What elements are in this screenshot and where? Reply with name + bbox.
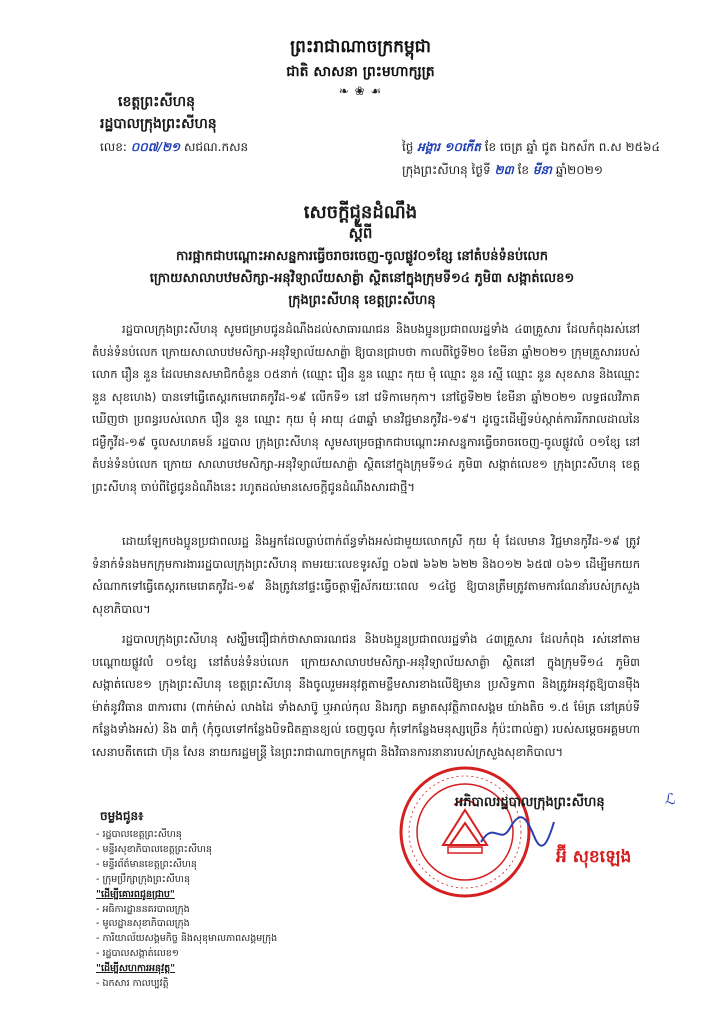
signatory-title: អភិបាលរដ្ឋបាលក្រុងព្រះសីហនុ <box>455 795 605 810</box>
issuer-province: ខេត្តព្រះសីហនុ <box>118 94 195 110</box>
subject-line: ក្រុងព្រះសីហនុ ខេត្តព្រះសីហនុ <box>288 293 436 308</box>
ref-suffix: សជណ.កសន <box>183 140 249 154</box>
body-paragraph-3: រដ្ឋបាលក្រុងព្រះសីហនុ សង្ឃឹមជឿជាក់ថាសាធារណជន និងបងប្អូនប្រជាពលរដ្ឋទាំង ៤៣គ្រួសារ ដែលកំពុង រស់នៅតាមបណ្តោយផ្លូវលំ ០១ខ្សែ នៅតំបន់ទំនប់លេក ក្រោយសាលាបឋមសិក្សា-អនុវិទ្យាល័យសាគ្ង៉ា ស្ថិតនៅ ក្នុងក្រុមទី១៤ ភូមិ៣ សង្កាត់លេខ១ ក្រុងព្រះសីហនុ ខេត្តព្រះសីហនុ នឹងចូលរួមអនុវត្តតាមខ្លឹមសារខាងលើឱ្យមាន ប្រសិទ្ធភាព និងត្រូវអនុវត្តឱ្យបានម៉ឺងម៉ាត់នូវវិធាន ៣ការពារ (ពាក់ម៉ាស់ លាងដៃ ទាំងសាប៊ូ ឬអាល់កុល និងរក្សា គម្លាតសុវត្ថិភាពសង្គម យ៉ាងតិច ១.៥ ម៉ែត្រ នៅគ្រប់ទីកន្លែងទាំងអស់) និង ៣កុំ (កុំចូលទៅកន្លែងបិទជិតគ្មានខ្យល់ ចេញចូល កុំទៅកន្លែងមនុស្សច្រើន កុំប៉ះពាល់គ្នា) របស់សម្តេចអគ្គមហាសេនាបតីតេជោ ហ៊ុន សែន នាយករដ្ឋមន្ត្រី នៃព្រះរាជាណាចក្រកម្ពុជា និងវិធានការនានារបស់ក្រសួងសុខាភិបាល។ <box>92 632 640 759</box>
document-title: សេចក្តីជូនដំណឹង <box>303 202 418 223</box>
issuer-administration: រដ្ឋបាលក្រុងព្រះសីហនុ <box>100 116 217 132</box>
cc-item: - ក្រុមប្រឹក្សាក្រុងព្រះសីហនុ <box>96 873 190 885</box>
solar-date <box>402 162 603 180</box>
kingdom-heading: ព្រះរាជាណាចក្រកម្ពុជា <box>290 37 431 57</box>
cc-item: - មូលដ្ឋានសុខាភិបាលក្រុង <box>96 918 190 930</box>
subject-line: ការផ្អាកជាបណ្តោះអាសន្នការធ្វើចរាចរចេញ-ចូលផ្លូវ០១ខ្សែ នៅតំបន់ទំនប់លេក <box>175 249 549 264</box>
ornament-divider: ❧ ❀ ☙ <box>338 84 383 98</box>
body-paragraph-2: ដោយឡែកបងប្អូនប្រជាពលរដ្ឋ និងអ្នកដែលធ្លាប់ពាក់ព័ន្ធទាំងអស់ជាមួយលោកស្រី កុយ មុំ ដែលមាន វិជ្ជមានកូវីដ-១៩ ត្រូវទំនាក់ទំនងមកក្រុមការងាររដ្ឋបាលក្រុងព្រះសីហនុ តាមរយៈលេខទូរស័ព្ទ ០៦៧ ៦៦២ ៦២២ និង០១២ ៦៥៧ ០៦១ ដើម្បីមកយកសំណាកទៅធ្វើតេស្តរកមេរោគកូវីដ-១៩ និងត្រូវនៅផ្ទះធ្វើចត្តាឡីស័ករយៈពេល ១៤ថ្ងៃ ឱ្យបានត្រឹមត្រូវតាមការណែនាំរបស់ក្រសួងសុខាភិបាល។ <box>92 534 640 616</box>
cc-heading: ចម្លងជូន៖ <box>100 809 144 823</box>
national-motto: ជាតិ សាសនា ព្រះមហាក្សត្រ <box>286 64 435 80</box>
cc-item: - មន្ទីរសុខាភិបាលខេត្តព្រះសីហនុ <box>96 843 212 855</box>
subject-line: ក្រោយសាលាបឋមសិក្សា-អនុវិទ្យាល័យសាគ្ង៉ា ស្ថិតនៅក្នុងក្រុមទី១៤ ភូមិ៣ សង្កាត់លេខ១ <box>149 271 575 286</box>
document-subject <box>92 246 632 312</box>
document-about: ស្តីពី <box>348 224 373 242</box>
lunar-day-handwritten: អង្គារ ១០កើត <box>417 140 481 154</box>
handwritten-signature <box>476 812 556 852</box>
signatory-name: អ៊ី សុខឡេង <box>556 847 632 867</box>
cc-purpose: "ដើម្បីគោរពជូនជ្រាប" <box>96 888 175 900</box>
lunar-date <box>402 139 660 157</box>
lunar-rest: ខែ ចេត្រ ឆ្នាំ ជូត ឯកស័ក ព.ស ២៥៦៤ <box>484 140 661 154</box>
cc-list <box>96 828 426 992</box>
body-paragraph-1: រដ្ឋបាលក្រុងព្រះសីហនុ សូមជម្រាបជូនដំណឹងដល់សាធារណជន និងបងប្អូនប្រជាពលរដ្ឋទាំង ៤៣គ្រួសារ ដែលកំពុងរស់នៅតំបន់ទំនប់លេក ក្រោយសាលាបឋមសិក្សា-អនុវិទ្យាល័យសាគ្ង៉ា ឱ្យបានជ្រាបថា កាលពីថ្ងៃទី២០ ខែមីនា ឆ្នាំ២០២១ ក្រុមគ្រួសាររបស់លោក រឿន នួន ដែលមានសមាជិកចំនួន ០៥នាក់ (ឈ្មោះ រឿន នួន ឈ្មោះ កុយ មុំ ឈ្មោះ នួន រស្មី ឈ្មោះ នួន សុខសាន និងឈ្មោះ នួន សុខហេង) បានទៅធ្វើតេស្តរកមេរោគកូវីដ-១៩ លើកទី១ នៅ វេទិកាមេកុកា។ នៅថ្ងៃទី២២ ខែមីនា ឆ្នាំ២០២១ លទ្ធផលវិភាគឃើញថា ប្រពន្ធរបស់លោក រឿន នួន ឈ្មោះ កុយ មុំ អាយុ ៤៣ឆ្នាំ មានវិជ្ជមានកូវីដ-១៩។ ដូច្នេះដើម្បីទប់ស្កាត់ការរីករាលដាលនៃជម្ងឺកូវីដ-១៩ ចូលសហគមន៍ រដ្ឋបាល ក្រុងព្រះសីហនុ សូមសម្រេចផ្អាកជាបណ្តោះអាសន្នការធ្វើចរាចរចេញ-ចូលផ្លូវលំ ០១ខ្សែ នៅតំបន់ទំនប់លេក ក្រោយ សាលាបឋមសិក្សា-អនុវិទ្យាល័យសាគ្ង៉ា ស្ថិតនៅក្នុងក្រុមទី១៤ ភូមិ៣ សង្កាត់លេខ១ ក្រុងព្រះសីហនុ ខេត្តព្រះសីហនុ ចាប់ពីថ្ងៃជូនដំណឹងនេះ រហូតដល់មានសេចក្តីជូនដំណឹងសារជាថ្មី។ <box>92 322 640 494</box>
solar-month-handwritten: មីនា <box>532 163 552 177</box>
lunar-prefix: ថ្ងៃ <box>402 140 414 154</box>
cc-item: - រដ្ឋបាលខេត្តព្រះសីហនុ <box>96 829 182 840</box>
signature-mark: ℒ <box>665 790 676 808</box>
reference-number <box>100 139 248 157</box>
cc-item: - អធិការដ្ឋាននគរបាលក្រុង <box>96 903 190 915</box>
ref-number-handwritten: ០០៧/២១ <box>130 140 181 154</box>
cc-item: - មន្ទីរព័ត៌មានខេត្តព្រះសីហនុ <box>96 858 197 870</box>
solar-month-label: ខែ <box>517 163 530 177</box>
cc-item: - រដ្ឋបាលសង្កាត់លេខ១ <box>96 948 179 960</box>
cc-item: - ការិយាល័យសង្គមកិច្ច និងសុខុមាលភាពសង្គមក្រុង <box>96 933 278 945</box>
solar-prefix: ក្រុងព្រះសីហនុ ថ្ងៃទី <box>402 163 491 177</box>
cc-purpose: "ដើម្បីសហការអនុវត្ត" <box>96 963 176 975</box>
solar-day-handwritten: ២៣ <box>494 163 514 177</box>
solar-year: ឆ្នាំ២០២១ <box>555 163 603 177</box>
cc-item: - ឯកសារ កាលប្បវត្តិ <box>96 978 169 990</box>
ref-label: លេខ: <box>100 140 127 154</box>
